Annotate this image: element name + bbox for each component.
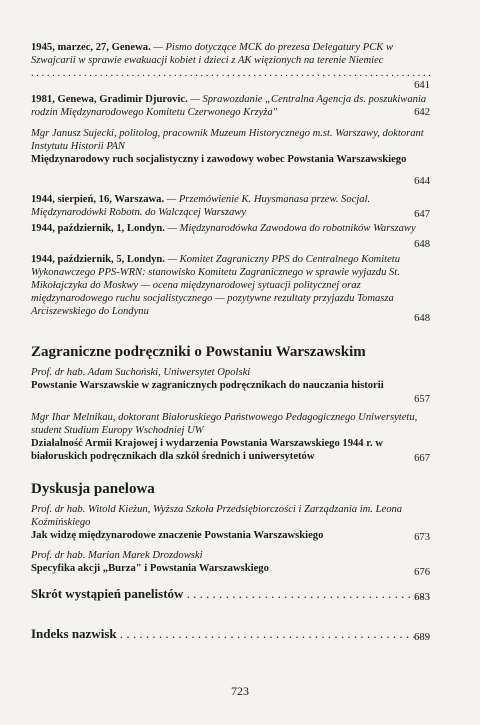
- toc-entry-suchonski: [31, 366, 430, 392]
- page-number: 648: [414, 239, 430, 250]
- entry-author: Prof. dr hab. Marian Marek Drozdowski: [31, 550, 203, 561]
- folio-page-number: 723: [231, 684, 249, 698]
- page-number: 683: [414, 592, 430, 603]
- entry-heading: 1981, Genewa, Gradimir Djurovic.: [31, 94, 188, 105]
- entry-heading: 1944, październik, 5, Londyn.: [31, 254, 165, 265]
- toc-entry-1981-geneva: [31, 93, 430, 119]
- entry-author: Prof. dr hab. Adam Suchoński, Uniwersytet Opolski: [31, 367, 251, 378]
- page-number: 667: [414, 453, 430, 464]
- page-number: 657: [414, 394, 430, 405]
- entry-title: Działalność Armii Krajowej i wydarzenia Powstania Warszawskiego 1944 r. w białoruskich podręcznikach dla szkół średnich i uniwersytetów: [31, 438, 383, 462]
- page-number: 676: [414, 567, 430, 578]
- toc-entry-1944-october-5: [31, 253, 430, 318]
- entry-description: — Sprawozdanie „Centralna Agencja ds. poszukiwania rodzin Międzynarodowego Komitetu Czerwonego Krzyża": [31, 94, 427, 118]
- entry-heading: 1944, sierpień, 16, Warszawa.: [31, 194, 165, 205]
- toc-entry-drozdowski: [31, 549, 430, 575]
- toc-entry-melnikau: [31, 411, 430, 463]
- entry-title: Międzynarodowy ruch socjalistyczny i zawodowy wobec Powstania Warszawskiego: [31, 154, 407, 165]
- page-number: 648: [414, 313, 430, 324]
- page-number: 673: [414, 532, 430, 543]
- page-number: 641: [414, 80, 430, 91]
- entry-description: — Przemówienie K. Huysmanasa przew. Socjal. Międzynarodówki Robotn. do Walczącej Warszawy: [31, 194, 371, 218]
- section-heading-foreign-textbooks: Zagraniczne podręczniki o Powstaniu Warszawskim: [31, 344, 366, 360]
- entry-description: — Komitet Zagraniczny PPS do Centralnego Komitetu Wykonawczego PPS-WRN: stanowisko Komitetu Zagranicznego w sprawie wyjazdu St. Mikołajczyka do Moskwy — ocena międzynarodowej sytuacji politycznej oraz międzynarodowego ruchu socjalistycznego — pozytywne rezultaty przyjazdu Tomasza Arciszewskiego do Londynu: [31, 254, 401, 317]
- entry-title: Powstanie Warszawskie w zagranicznych podręcznikach do nauczania historii: [31, 380, 384, 391]
- toc-entry-kiezun: [31, 503, 430, 542]
- toc-entry-name-index: [31, 626, 430, 642]
- toc-entry-1945-march: [31, 41, 430, 80]
- entry-author: Prof. dr hab. Witold Kieżun, Wyższa Szkoła Przedsiębiorczości i Zarządzania im. Leona Koźmińskiego: [31, 504, 403, 528]
- entry-author: Mgr Janusz Sujecki, politolog, pracownik Muzeum Historycznego m.st. Warszawy, doktorant Instytutu Historii PAN: [31, 128, 424, 152]
- entry-description: — Pismo dotyczące MCK do prezesa Delegatury PCK w Szwajcarii w sprawie ewakuacji kobiet i dzieci z AK więzionych na terenie Niemiec: [31, 42, 394, 66]
- entry-title: Jak widzę międzynarodowe znaczenie Powstania Warszawskiego: [31, 530, 324, 541]
- entry-title: Skrót wystąpień panelistów: [31, 586, 184, 601]
- entry-author: Mgr Ihar Melnikau, doktorant Białoruskiego Państwowego Pedagogicznego Uniwersytetu, student Studium Europy Wschodniej UW: [31, 412, 418, 436]
- toc-entry-1944-august: [31, 193, 430, 219]
- section-heading-panel-discussion: Dyskusja panelowa: [31, 481, 155, 497]
- page-number: 644: [414, 176, 430, 187]
- toc-entry-1944-october-1: [31, 222, 430, 235]
- entry-description: — Międzynarodówka Zawodowa do robotników Warszawy: [164, 223, 416, 234]
- page-number: 642: [414, 107, 430, 118]
- entry-title: Indeks nazwisk: [31, 626, 117, 641]
- toc-entry-panelist-summary: [31, 586, 430, 602]
- toc-entry-sujecki: [31, 127, 430, 166]
- entry-title: Specyfika akcji „Burza" i Powstania Warszawskiego: [31, 563, 269, 574]
- entry-heading: 1944, październik, 1, Londyn.: [31, 223, 165, 234]
- page-number: 689: [414, 632, 430, 643]
- page-number: 647: [414, 209, 430, 220]
- entry-heading: 1945, marzec, 27, Genewa.: [31, 42, 151, 53]
